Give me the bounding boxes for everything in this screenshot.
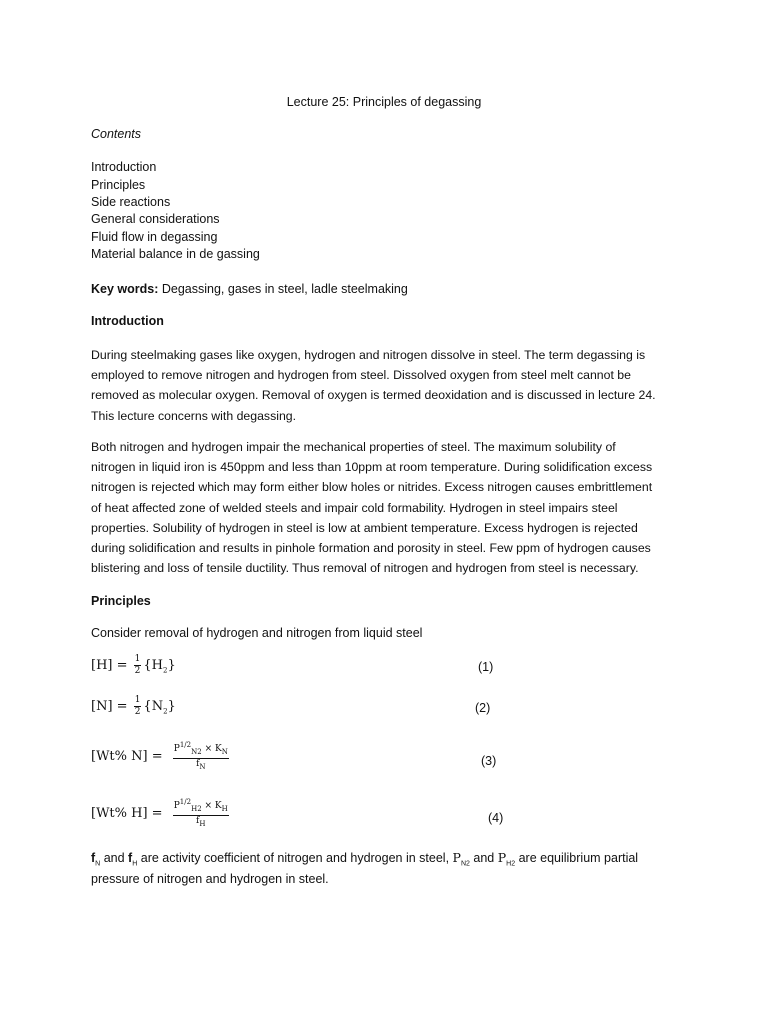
paragraph-line: nitrogen is rejected which may form either blow holes or nitrides. Excess nitrogen causes embrittlement (91, 480, 653, 495)
equation-lhs: [N] = (91, 699, 128, 714)
fraction-hydrogen: $\frac{P^{1/2}_{H2} \times K_H}{f_H}$ (173, 798, 228, 828)
contents-item: Material balance in de gassing (91, 247, 260, 261)
contents-item: Principles (91, 178, 146, 192)
equation-1: [H] = $\frac{1}{2}$ $\{H_2\}$ (91, 654, 176, 676)
equation-number: (2) (475, 701, 491, 715)
closing-line-1: $f_N$ and $f_H$ are activity coefficient of nitrogen and hydrogen in steel, $P_{N2}$ and $P_{H2}$ are equilibrium partial (91, 850, 639, 868)
contents-item: Side reactions (91, 195, 171, 209)
paragraph-line: Both nitrogen and hydrogen impair the mechanical properties of steel. The maximum solubility of (91, 440, 616, 454)
keywords-line (91, 279, 408, 299)
equation-number: (1) (478, 660, 494, 674)
keywords-label: Key words: (91, 282, 159, 296)
closing-line-2: pressure of nitrogen and hydrogen in steel. (91, 872, 329, 886)
equation-lhs: [Wt% H] = (91, 805, 163, 821)
principles-intro: Consider removal of hydrogen and nitrogen from liquid steel (91, 626, 423, 640)
paragraph-line: removed as molecular oxygen. Removal of oxygen is termed deoxidation and is discussed in lecture 24. (91, 388, 656, 403)
page-title: Lecture 25: Principles of degassing (286, 95, 482, 109)
paragraph-line: of heat affected zone of welded steels and impair cold formability. Hydrogen in steel impairs steel (91, 500, 618, 515)
fraction-nitrogen: $\frac{P^{1/2}_{N2} \times K_N}{f_N}$ (173, 741, 228, 771)
contents-label: Contents (91, 127, 142, 141)
contents-item: Introduction (91, 160, 157, 174)
intro-paragraph-1 (91, 345, 681, 426)
paragraph-line: properties. Solubility of hydrogen in steel is low at ambient temperature. Excess hydrogen is rejected (91, 520, 638, 535)
paragraph-line: This lecture concerns with degassing. (91, 408, 297, 423)
equation-lhs: [H] = (91, 658, 128, 673)
keywords-text: Degassing, gases in steel, ladle steelmaking (158, 282, 408, 296)
equation-2: [N] = $\frac{1}{2}$ $\{N_2\}$ (91, 695, 176, 717)
equation-3 (91, 740, 231, 773)
principles-heading: Principles (91, 594, 151, 608)
paragraph-line: during solidification and results in pinhole formation and porosity in steel. Few ppm of hydrogen causes (91, 541, 651, 556)
fraction-half: $\frac{1}{2}$ (134, 695, 141, 717)
paragraph-line: nitrogen in liquid iron is 450ppm and less than 10ppm at room temperature. During solidification excess (91, 460, 653, 475)
equation-lhs: [Wt% N] = (91, 748, 163, 764)
intro-heading: Introduction (91, 314, 164, 328)
paragraph-line: employed to remove nitrogen and hydrogen from steel. Dissolved oxygen from steel melt cannot be (91, 368, 631, 383)
paragraph-line: During steelmaking gases like oxygen, hydrogen and nitrogen dissolve in steel. The term degassing is (91, 348, 646, 362)
equation-number: (3) (481, 754, 497, 768)
paragraph-line: blistering and loss of tensile ductility. Thus removal of nitrogen and hydrogen from steel is necessary. (91, 561, 639, 576)
equation-number: (4) (488, 811, 504, 825)
intro-paragraph-2 (91, 437, 681, 578)
contents-item: General considerations (91, 212, 220, 226)
contents-item: Fluid flow in degassing (91, 230, 218, 244)
equation-4 (91, 797, 231, 830)
fraction-half: $\frac{1}{2}$ (134, 654, 141, 676)
